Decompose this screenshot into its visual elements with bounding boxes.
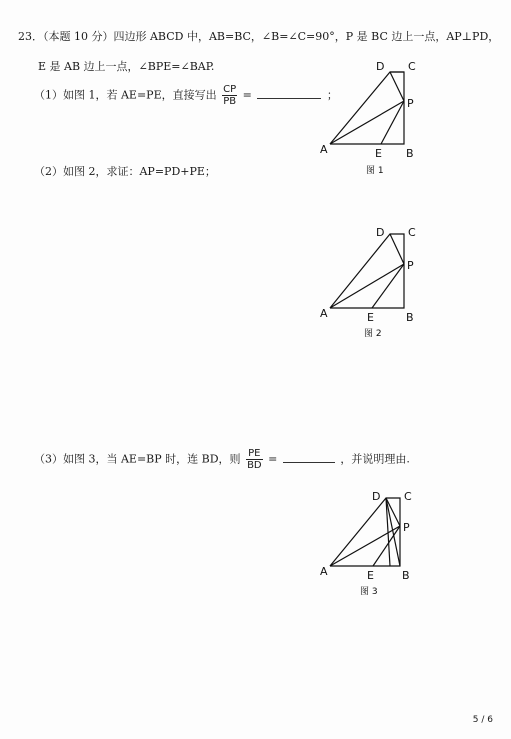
page-number: 5 / 6 <box>472 715 493 725</box>
fig2-caption: 图 2 <box>364 329 382 339</box>
part3-answer-blank[interactable] <box>283 452 335 463</box>
part1-line <box>34 84 338 107</box>
figure-1 <box>300 55 430 180</box>
part3-frac-den: BD <box>247 460 262 471</box>
fig2-label-b: B <box>406 311 414 324</box>
fig3-label-d: D <box>372 490 381 503</box>
fig2-segment-ap <box>330 264 404 308</box>
fig1-label-b: B <box>406 147 414 160</box>
fig2-label-c: C <box>408 226 416 239</box>
part1-equals: = <box>242 88 252 102</box>
fig1-label-p: P <box>407 97 414 110</box>
figure-3 <box>300 486 430 601</box>
part3-end: ，并说明理由. <box>340 452 410 466</box>
fig2-label-e: E <box>367 311 374 324</box>
fig1-label-c: C <box>408 60 416 73</box>
part1-prefix: （1）如图 1，若 AE=PE，直接写出 <box>34 88 217 102</box>
part1-frac-num: CP <box>223 84 237 95</box>
fig3-label-c: C <box>404 490 412 503</box>
fig3-label-a: A <box>320 565 328 578</box>
fig3-caption: 图 3 <box>360 587 378 597</box>
fig1-label-e: E <box>375 147 382 160</box>
fig2-label-p: P <box>407 259 414 272</box>
fig1-caption: 图 1 <box>366 166 384 176</box>
fig2-label-d: D <box>376 226 385 239</box>
fig1-label-d: D <box>376 60 385 73</box>
question-header: 23．（本题 10 分）四边形 ABCD 中，AB=BC，∠B=∠C=90°，P 是 BC 边上一点，AP⊥PD， <box>18 30 500 43</box>
part1-fraction <box>222 84 237 107</box>
fig3-label-e: E <box>367 569 374 582</box>
part3-fraction <box>246 448 263 471</box>
part3-line <box>34 448 410 471</box>
fig3-segment-pd <box>386 498 400 526</box>
part2-line: （2）如图 2，求证：AP=PD+PE； <box>34 165 216 178</box>
part1-frac-den: PB <box>223 96 237 107</box>
part3-prefix: （3）如图 3，当 AE=BP 时，连 BD，则 <box>34 452 241 466</box>
question-header-cont: E 是 AB 边上一点，∠BPE=∠BAP. <box>38 60 215 73</box>
fig2-segment-pd <box>390 234 404 264</box>
part3-frac-num: PE <box>246 448 263 460</box>
part3-equals: = <box>268 452 278 466</box>
fig2-segment-pe <box>372 264 404 308</box>
fig1-label-a: A <box>320 143 328 156</box>
fig1-segment-pd <box>390 72 404 101</box>
part1-end: ； <box>326 88 338 102</box>
figure-2 <box>300 222 430 347</box>
fig2-label-a: A <box>320 307 328 320</box>
fig3-label-b: B <box>402 569 410 582</box>
fig3-label-p: P <box>403 521 410 534</box>
